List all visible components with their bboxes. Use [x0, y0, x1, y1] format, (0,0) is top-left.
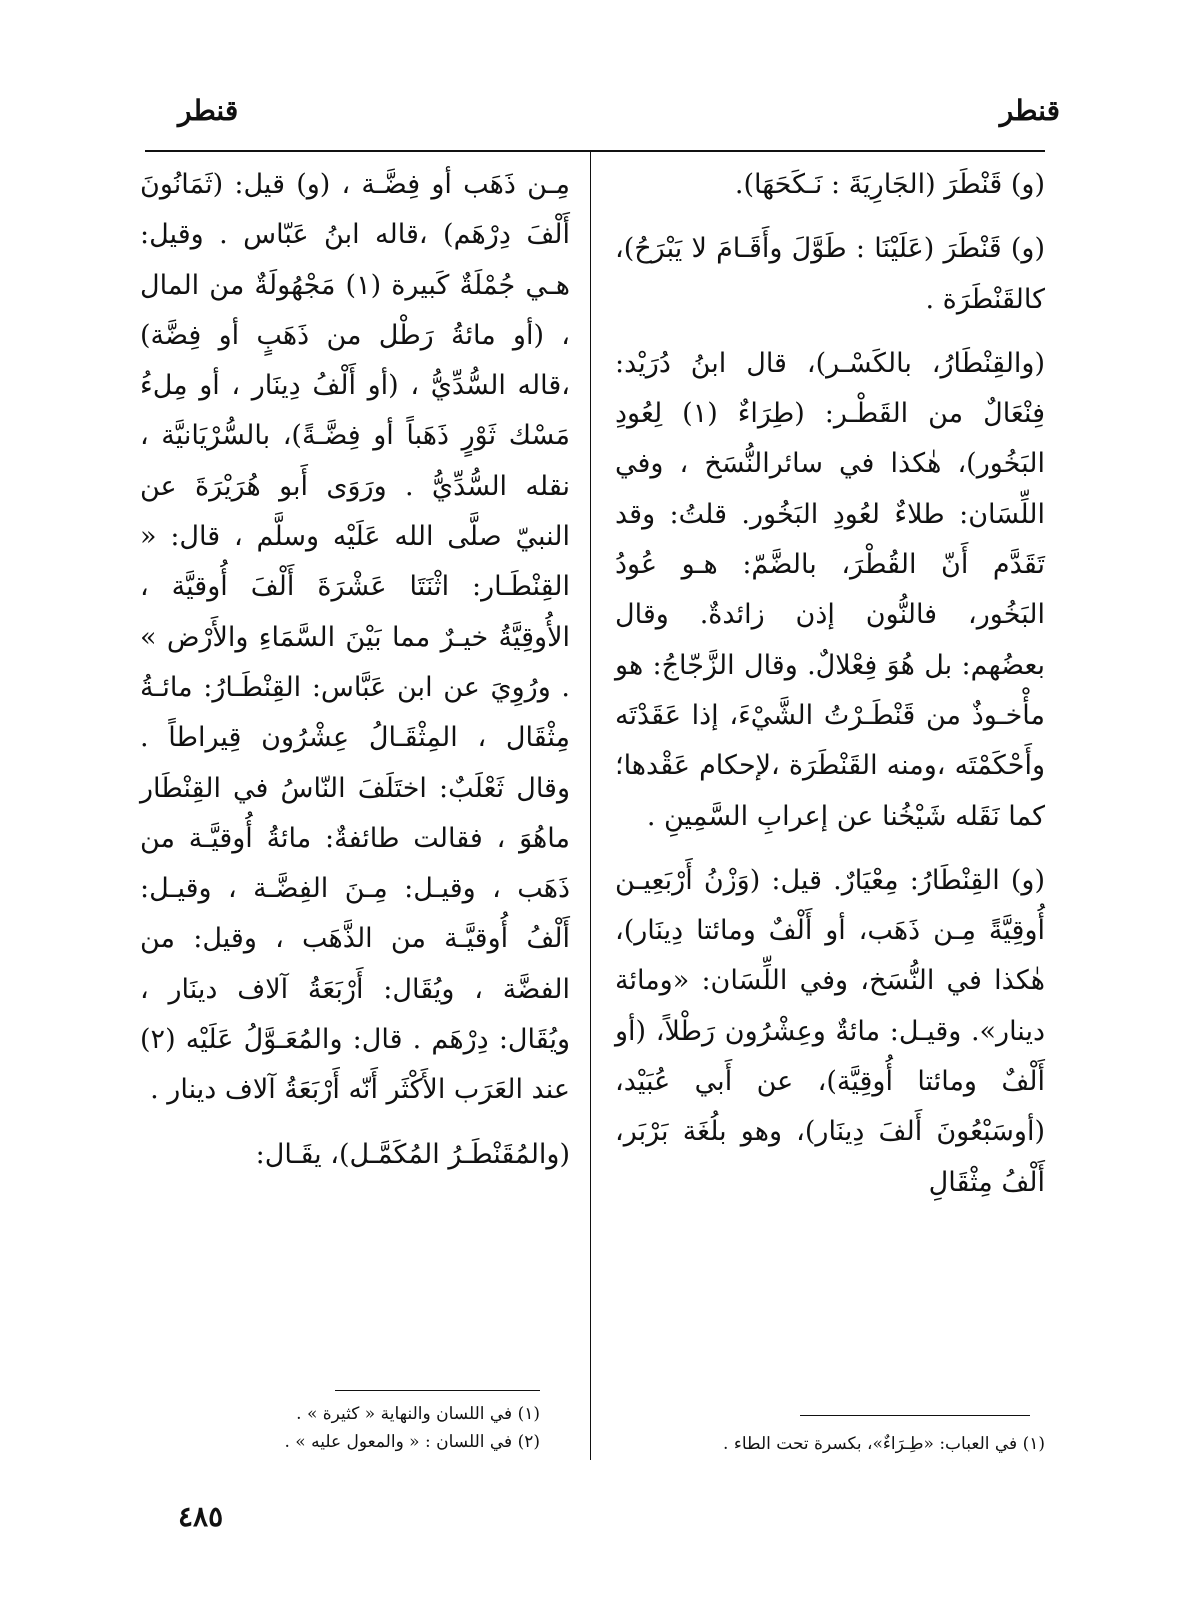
- footnote-rule-left: [335, 1390, 540, 1391]
- page-number: ٤٨٥: [178, 1500, 224, 1533]
- column-divider: [590, 150, 591, 1460]
- footnote: (١) في العباب: «طِـرَاءٌ»، بكسرة تحت الطاء .: [723, 1434, 1045, 1454]
- footnote-rule-right: [800, 1415, 1030, 1416]
- entry-paragraph: مِـن ذَهَب أو فِضَّـة ، (و) قيل: (ثَمَانُونَ أَلْفَ دِرْهَم) ،قاله ابنُ عَبّاس . وقيل: هـي جُمْلَةٌ كَبيرة (١) مَجْهُولَةٌ من المال ، (أو مائةُ رَطْل من ذَهَبٍ أو فِضَّة) ،قاله السُّدِّيُّ ، (أو أَلْفُ دِينَار ، أو مِلءُ مَسْك ثَوْرٍ ذَهَباً أو فِضَّـةً)، بالسُّرْيَانيَّة ، نقله السُّدِّيُّ . ورَوَى أَبو هُرَيْرَةَ عن النبيّ صلَّى الله عَلَيْه وسلَّم ، قال: « القِنْطَـار: اثْنَتَا عَشْرَةَ أَلْفَ أُوقيَّة ، الأُوقِيَّةُ خيـرٌ مما بَيْنَ السَّمَاءِ والأَرْض » . ورُوِيَ عن ابن عَبَّاس: القِنْطَـارُ: مائـةُ مِثْقَال ، المِثْقَـالُ عِشْرُون قِيراطاً . وقال ثَعْلَبٌ: اختَلَفَ النّاسُ في القِنْطَار ماهُوَ ، فقالت طائفةٌ: مائةُ أُوقيَّـة من ذَهَب ، وقيـل: مِـنَ الفِضَّـة ، وقيـل: أَلْفُ أُوقيَّـة من الذَّهَب ، وقيل: من الفضَّة ، ويُقَال: أَرْبَعَةُ آلاف دينَار ، ويُقَال: دِرْهَم . قال: والمُعَـوَّلُ عَلَيْه (٢) عند العَرَب الأَكْثَر أَنّه أَرْبَعَةُ آلاف دينار .: [140, 169, 571, 1106]
- entry-paragraph: (والمُقَنْطَـرُ المُكَمَّـل)، يقَـال:: [255, 1138, 570, 1170]
- entry-paragraph: (و) قَنْطَرَ (عَلَيْنَا : طَوَّلَ وأَقَـامَ لا يَبْرَحُ)، كالقَنْطَرَة .: [615, 233, 1045, 315]
- entry-paragraph: (و) القِنْطَارُ: مِعْيَارٌ. قيل: (وَزْنُ أَرْبَعِيـن أُوقِيَّةً مِـن ذَهَب، أو أَلْفٌ ومائتا دِينَار)، هٰكذا في النُّسَخ، وفي اللِّسَان: «ومائة دينار». وقيـل: مائةٌ وعِشْرُون رَطْلاً، (أو أَلْفٌ ومائتا أُوقِيَّة)، عن أَبي عُبَيْد، (أوسَبْعُونَ أَلفَ دِينَار)، وهو بلُغَة بَرْبَر، أَلْفُ مِثْقَالِ: [615, 864, 1045, 1198]
- entry-paragraph: (و) قَنْطَرَ (الجَارِيَةَ : نَـكَحَهَا).: [734, 169, 1045, 200]
- footnote: (١) في اللسان والنهاية « كثيرة » .: [296, 1404, 540, 1424]
- header-left-title: قنطر: [178, 94, 239, 127]
- header-right-title: قنطر: [999, 94, 1060, 127]
- entry-paragraph: (والقِنْطَارُ، بالكَسْـر)، قال ابنُ دُرَيْد: فِنْعَالٌ من القَطْـر: (طِرَاءٌ (١) لِعُودِ البَخُور)، هٰكذا في سائرالنُّسَخ ، وفي اللِّسَان: طلاءٌ لعُودِ البَخُور. قلتُ: وقد تَقَدَّم أَنّ القُطْرَ، بالضَّمّ: هـو عُودُ البَخُور، فالنُّون إذن زائدةٌ. وقال بعضُهم: بل هُوَ فِعْلالٌ. وقال الزَّجّاجُ: هو مأْخـوذٌ من قَنْطَـرْتُ الشَّيْءَ، إذا عَقَدْتَه وأَحْكَمْتَه ،ومنه القَنْطَرَة ،لإحكام عَقْدها؛ كما نَقَله شَيْخُنا عن إعرابِ السَّمِينِ .: [615, 347, 1046, 832]
- left-column: [140, 160, 570, 1180]
- header-rule: [145, 150, 1045, 152]
- footnotes-right: [615, 1430, 1045, 1458]
- right-column: [615, 160, 1045, 1208]
- footnotes-left: [140, 1400, 540, 1456]
- footnote: (٢) في اللسان : « والمعول عليه » .: [284, 1432, 540, 1452]
